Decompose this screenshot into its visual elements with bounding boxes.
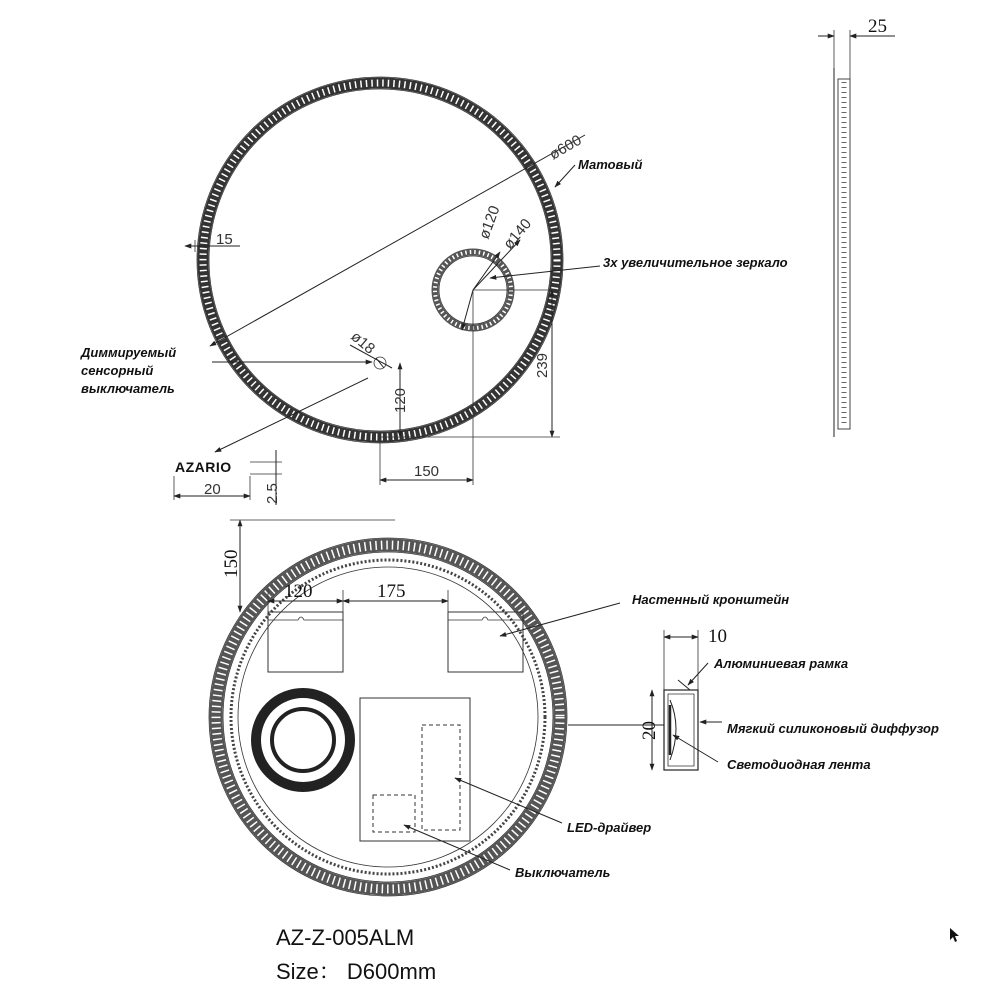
front-view [80, 77, 788, 485]
frame-callout: Алюминиевая рамка [714, 656, 849, 671]
magnifier-callout: 3х увеличительное зеркало [603, 255, 788, 270]
matte-leader [555, 165, 575, 187]
offset-dim-label: 150 [414, 463, 440, 480]
back-led-ring [231, 560, 545, 874]
diameter-label: ø600 [546, 131, 585, 164]
bracket-callout: Настенный кронштейн [632, 592, 790, 607]
switch-callout: Выключатель [515, 865, 611, 880]
bracket-right [448, 612, 523, 672]
side-view [818, 16, 895, 437]
size-spec: Size： D600mm [276, 959, 437, 984]
back-top-dim-label: 150 [221, 549, 242, 578]
logo-text: AZARIO [175, 459, 232, 475]
switch-height-label: 120 [392, 387, 409, 413]
side-profile-body [838, 79, 850, 429]
magnifier-outer-dia-label: ø140 [500, 215, 536, 253]
driver-callout: LED-драйвер [567, 820, 652, 835]
profile-height-label: 20 [639, 721, 660, 740]
bracket-left [268, 612, 343, 672]
dimmer-callout-line1: Диммируемый [81, 345, 177, 360]
dimmer-callout-line2: сенсорный [81, 363, 154, 378]
bracket-left-hook [268, 617, 343, 620]
diameter-line [210, 135, 585, 346]
profile-width-label: 10 [708, 626, 727, 647]
logo-height-label: 2.5 [264, 483, 281, 504]
diffuser-callout: Мягкий силиконовый диффузор [727, 721, 939, 736]
logo-leader [215, 378, 368, 452]
back-magnifier-inner [272, 709, 334, 771]
profile-detail [639, 626, 939, 772]
switch-box [373, 795, 415, 832]
led-driver-box [422, 725, 460, 830]
back-view [209, 520, 789, 896]
magnifier-height-label: 239 [534, 352, 551, 378]
switch-dia-label: ø18 [347, 328, 379, 358]
bracket-width-label: 120 [284, 581, 313, 602]
strip-leader [673, 735, 718, 762]
matte-callout: Матовый [578, 157, 643, 172]
logo-detail [174, 450, 282, 505]
strip-callout: Светодиодная лента [727, 757, 871, 772]
dimmer-callout-line3: выключатель [81, 381, 175, 396]
magnifier-inner-dia-label: ø120 [475, 203, 504, 242]
mouse-cursor-icon [950, 928, 959, 942]
band-dim-label: 15 [216, 231, 233, 248]
logo-width-label: 20 [204, 481, 221, 498]
side-depth-label: 25 [868, 16, 887, 37]
bracket-gap-label: 175 [377, 581, 406, 602]
model-code: AZ-Z-005ALM [276, 925, 415, 950]
